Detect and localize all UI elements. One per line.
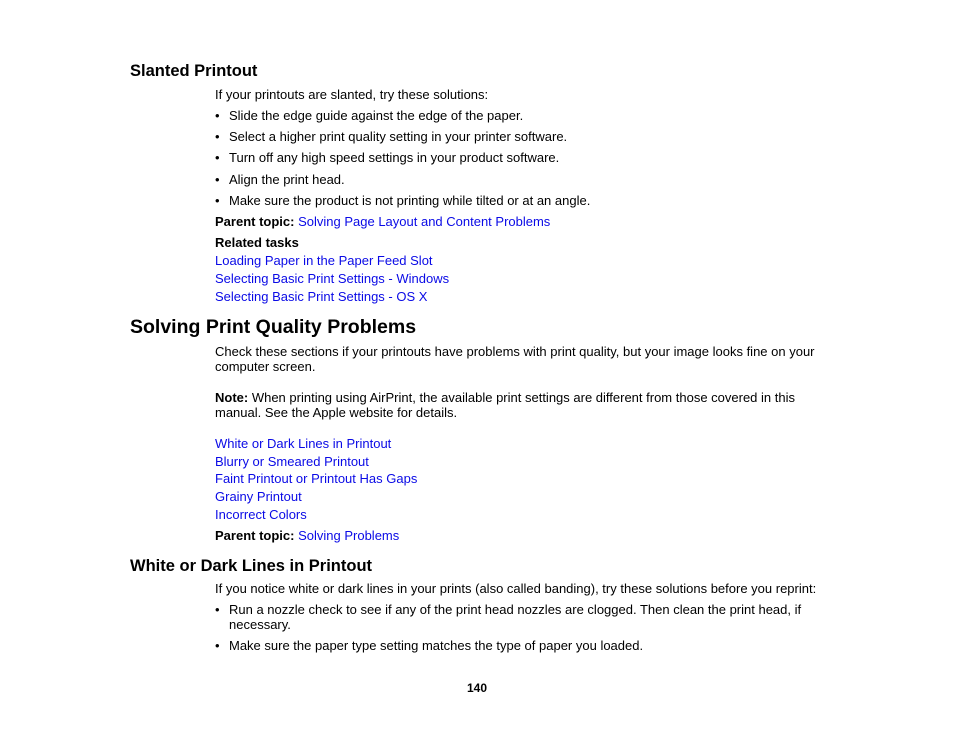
note-paragraph xyxy=(215,390,815,420)
page-number: 140 xyxy=(466,681,488,695)
list-item-text: Run a nozzle check to see if any of the print head nozzles are clogged. Then clean the print head, if necessary. xyxy=(229,602,802,632)
topic-link-incorrect-colors[interactable]: Incorrect Colors xyxy=(215,507,307,522)
related-task-link[interactable]: Selecting Basic Print Settings - Windows xyxy=(215,271,450,286)
parent-topic-link[interactable]: Solving Problems xyxy=(298,528,400,543)
list-item xyxy=(215,172,345,187)
section-heading-white-dark-lines: White or Dark Lines in Printout xyxy=(130,557,373,575)
list-item-text: Turn off any high speed settings in your product software. xyxy=(229,150,560,165)
page-title: Solving Print Quality Problems xyxy=(130,316,417,338)
bullet-icon: • xyxy=(215,602,220,617)
list-item-text: Align the print head. xyxy=(229,172,345,187)
note-label: Note: xyxy=(215,390,249,405)
list-item xyxy=(215,193,590,208)
related-tasks-label: Related tasks xyxy=(215,235,299,250)
related-task-link[interactable]: Selecting Basic Print Settings - OS X xyxy=(215,289,428,304)
parent-topic-label: Parent topic: xyxy=(215,528,295,543)
quality-intro-text: Check these sections if your printouts have problems with print quality, but your image looks fine on your computer screen. xyxy=(215,344,815,374)
topic-link-grainy[interactable]: Grainy Printout xyxy=(215,489,302,504)
related-task-link[interactable]: Loading Paper in the Paper Feed Slot xyxy=(215,253,433,268)
slanted-intro-text: If your printouts are slanted, try these solutions: xyxy=(215,87,489,102)
section-heading-slanted-printout: Slanted Printout xyxy=(130,62,258,80)
list-item-text: Make sure the product is not printing while tilted or at an angle. xyxy=(229,193,591,208)
topic-link-faint-gaps[interactable]: Faint Printout or Printout Has Gaps xyxy=(215,471,418,486)
list-item xyxy=(215,129,567,144)
list-item xyxy=(215,602,815,632)
list-item-text: Make sure the paper type setting matches the type of paper you loaded. xyxy=(229,638,644,653)
lines-intro-text: If you notice white or dark lines in your prints (also called banding), try these solutions before you reprint: xyxy=(215,581,817,596)
list-item xyxy=(215,638,643,653)
bullet-icon: • xyxy=(215,172,220,187)
bullet-icon: • xyxy=(215,108,220,123)
bullet-icon: • xyxy=(215,193,220,208)
parent-topic-line xyxy=(215,528,399,543)
topic-link-white-dark-lines[interactable]: White or Dark Lines in Printout xyxy=(215,436,392,451)
list-item-text: Slide the edge guide against the edge of the paper. xyxy=(229,108,524,123)
parent-topic-line xyxy=(215,214,550,229)
parent-topic-label: Parent topic: xyxy=(215,214,295,229)
parent-topic-link[interactable]: Solving Page Layout and Content Problems xyxy=(298,214,551,229)
bullet-icon: • xyxy=(215,129,220,144)
topic-link-blurry-smeared[interactable]: Blurry or Smeared Printout xyxy=(215,454,369,469)
note-text: When printing using AirPrint, the available print settings are different from those covered in this manual. See the Apple website for details. xyxy=(215,390,795,420)
bullet-icon: • xyxy=(215,638,220,653)
list-item-text: Select a higher print quality setting in your printer software. xyxy=(229,129,568,144)
list-item xyxy=(215,150,559,165)
bullet-icon: • xyxy=(215,150,220,165)
list-item xyxy=(215,108,523,123)
